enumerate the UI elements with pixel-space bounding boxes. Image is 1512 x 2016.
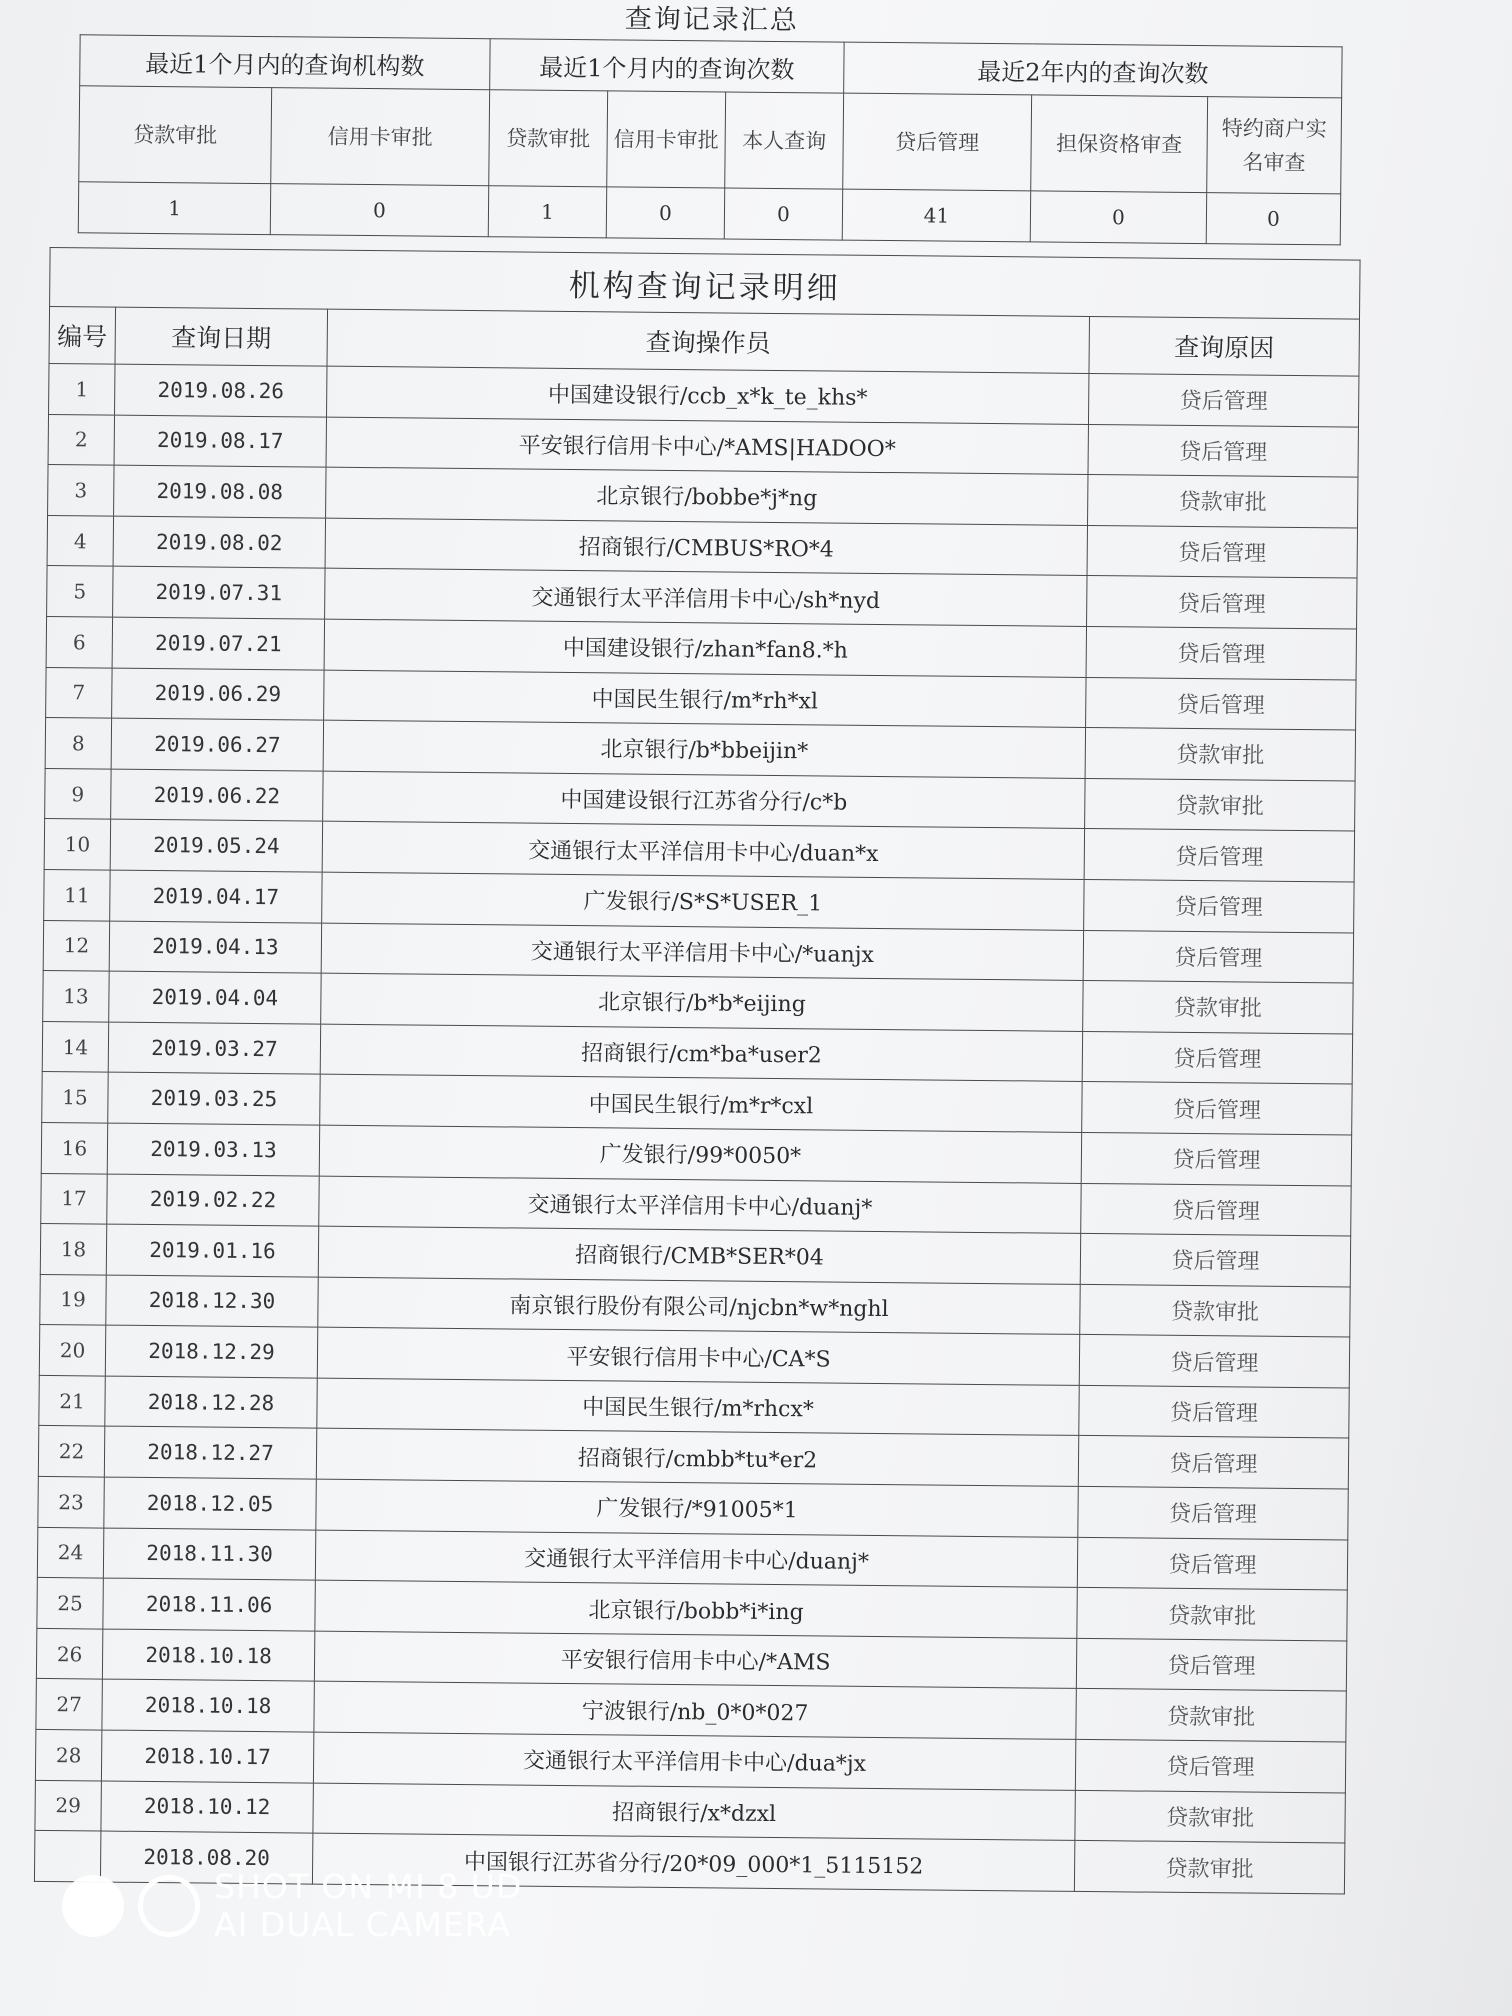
credit-report-page	[34, 0, 1362, 1894]
row-reason: 贷后管理	[1087, 525, 1357, 578]
row-number: 13	[43, 971, 109, 1022]
row-reason: 贷后管理	[1078, 1486, 1348, 1539]
row-reason: 贷后管理	[1075, 1739, 1345, 1792]
row-date: 2019.02.22	[107, 1174, 319, 1227]
row-operator: 中国建设银行/ccb_x*k_te_khs*	[327, 366, 1089, 424]
row-reason: 贷款审批	[1075, 1790, 1345, 1843]
summary-group-header: 最近2年内的查询次数	[844, 42, 1342, 98]
row-reason: 贷后管理	[1084, 879, 1354, 932]
row-reason: 贷后管理	[1082, 1082, 1352, 1135]
row-operator: 中国建设银行/zhan*fan8.*h	[324, 619, 1086, 677]
row-date: 2019.04.17	[110, 870, 322, 923]
row-reason: 贷后管理	[1082, 1031, 1352, 1084]
summary-column-header: 特约商户实名审查	[1207, 97, 1342, 194]
row-operator: 北京银行/bobb*i*ing	[315, 1580, 1077, 1638]
row-date: 2019.08.02	[113, 516, 325, 569]
summary-value: 1	[488, 186, 606, 238]
row-operator: 招商银行/cmbb*tu*er2	[316, 1429, 1078, 1487]
row-operator: 广发银行/*91005*1	[316, 1479, 1078, 1537]
row-operator: 交通银行太平洋信用卡中心/sh*nyd	[325, 569, 1087, 627]
row-reason: 贷后管理	[1087, 576, 1357, 629]
watermark-line-2: AI DUAL CAMERA	[214, 1905, 511, 1944]
row-operator: 中国民生银行/m*rh*xl	[324, 670, 1086, 728]
row-reason: 贷后管理	[1078, 1436, 1348, 1489]
row-operator: 招商银行/CMBUS*RO*4	[325, 518, 1087, 576]
summary-value: 0	[270, 184, 488, 237]
row-number: 16	[41, 1122, 107, 1173]
row-operator: 平安银行信用卡中心/CA*S	[317, 1327, 1079, 1385]
inquiry-summary-table	[78, 34, 1343, 245]
row-number: 25	[37, 1578, 103, 1629]
row-date: 2018.11.30	[103, 1528, 315, 1581]
row-number: 12	[43, 920, 109, 971]
row-date: 2019.03.13	[107, 1123, 319, 1176]
row-number: 6	[46, 616, 112, 667]
row-date: 2019.04.04	[109, 971, 321, 1024]
row-reason: 贷款审批	[1085, 728, 1355, 781]
row-operator: 招商银行/x*dzxl	[313, 1783, 1075, 1841]
row-reason: 贷款审批	[1088, 475, 1358, 528]
row-operator: 北京银行/b*b*eijing	[321, 973, 1083, 1031]
row-date: 2019.01.16	[106, 1224, 318, 1277]
row-date: 2019.06.22	[111, 769, 323, 822]
row-reason: 贷后管理	[1081, 1132, 1351, 1185]
row-date: 2018.11.06	[103, 1578, 315, 1631]
summary-value: 0	[1030, 191, 1206, 244]
row-date: 2019.08.17	[114, 415, 326, 468]
row-date: 2019.04.13	[109, 921, 321, 974]
row-number: 15	[42, 1072, 108, 1123]
row-date: 2019.08.08	[114, 465, 326, 518]
row-reason: 贷款审批	[1085, 778, 1355, 831]
row-number: 21	[39, 1375, 105, 1426]
summary-column-header: 信用卡审批	[271, 88, 490, 186]
row-reason: 贷后管理	[1086, 626, 1356, 679]
row-date: 2019.07.31	[113, 566, 325, 619]
watermark-ring-icon	[138, 1875, 200, 1937]
row-number: 2	[48, 414, 114, 465]
row-number: 19	[40, 1274, 106, 1325]
inquiry-detail-table	[34, 247, 1361, 1894]
row-reason: 贷后管理	[1081, 1183, 1351, 1236]
row-number: 8	[45, 718, 111, 769]
watermark-dot-icon	[62, 1875, 124, 1937]
row-operator: 广发银行/S*S*USER_1	[322, 872, 1084, 930]
row-date: 2019.03.25	[108, 1072, 320, 1125]
row-reason: 贷后管理	[1088, 373, 1358, 426]
row-reason: 贷后管理	[1083, 930, 1353, 983]
watermark-line-1: SHOT ON MI 8 UD	[214, 1867, 523, 1906]
row-date: 2018.10.18	[102, 1679, 314, 1732]
row-number: 5	[47, 566, 113, 617]
row-operator: 交通银行太平洋信用卡中心/*uanjx	[321, 923, 1083, 981]
row-reason: 贷款审批	[1083, 981, 1353, 1034]
summary-column-header: 贷后管理	[843, 93, 1032, 191]
summary-column-header: 贷款审批	[489, 90, 608, 187]
row-operator: 中国银行江苏省分行/20*09_000*1_5115152	[312, 1833, 1074, 1891]
column-header-date: 查询日期	[115, 307, 328, 366]
row-date: 2018.10.18	[102, 1629, 314, 1682]
row-reason: 贷款审批	[1080, 1284, 1350, 1337]
row-reason: 贷款审批	[1076, 1689, 1346, 1742]
row-date: 2019.06.29	[112, 668, 324, 721]
summary-value: 0	[1206, 193, 1340, 245]
row-operator: 北京银行/b*bbeijin*	[323, 720, 1085, 778]
row-date: 2018.12.28	[105, 1376, 317, 1429]
column-header-operator: 查询操作员	[327, 309, 1090, 373]
summary-title: 查询记录汇总	[624, 3, 799, 37]
row-operator: 中国建设银行江苏省分行/c*b	[323, 771, 1085, 829]
row-operator: 中国民生银行/m*r*cxl	[320, 1074, 1082, 1132]
row-number: 14	[42, 1021, 108, 1072]
row-number: 11	[44, 869, 110, 920]
row-number: 3	[48, 465, 114, 516]
row-operator: 平安银行信用卡中心/*AMS|HADOO*	[326, 417, 1088, 475]
row-operator: 宁波银行/nb_0*0*027	[314, 1682, 1076, 1740]
row-date: 2018.08.20	[100, 1831, 312, 1884]
summary-value: 0	[724, 188, 842, 240]
row-reason: 贷款审批	[1074, 1841, 1344, 1894]
row-reason: 贷后管理	[1077, 1537, 1347, 1590]
summary-value: 1	[78, 182, 270, 235]
row-date: 2018.12.30	[106, 1275, 318, 1328]
row-date: 2018.12.05	[104, 1477, 316, 1530]
row-date: 2018.10.17	[101, 1730, 313, 1783]
row-date: 2019.06.27	[111, 718, 323, 771]
row-operator: 中国民生银行/m*rhcx*	[317, 1378, 1079, 1436]
row-number: 18	[40, 1224, 106, 1275]
row-operator: 交通银行太平洋信用卡中心/duanj*	[319, 1176, 1081, 1234]
row-operator: 招商银行/CMB*SER*04	[318, 1226, 1080, 1284]
row-reason: 贷款审批	[1077, 1588, 1347, 1641]
column-header-reason: 查询原因	[1089, 316, 1360, 376]
row-number: 9	[45, 768, 111, 819]
row-date: 2019.07.21	[112, 617, 324, 670]
summary-group-header: 最近1个月内的查询次数	[490, 39, 844, 93]
summary-group-header: 最近1个月内的查询机构数	[80, 35, 490, 90]
row-number: 29	[35, 1780, 101, 1831]
row-date: 2019.03.27	[108, 1022, 320, 1075]
row-date: 2018.10.12	[101, 1781, 313, 1834]
watermark-text	[214, 1868, 522, 1944]
row-date: 2019.08.26	[115, 364, 327, 417]
detail-title: 机构查询记录明细	[50, 247, 1361, 319]
row-operator: 平安银行信用卡中心/*AMS	[314, 1631, 1076, 1689]
row-operator: 交通银行太平洋信用卡中心/duanj*	[315, 1530, 1077, 1588]
row-number: 10	[44, 819, 110, 870]
summary-column-header: 信用卡审批	[607, 91, 726, 188]
row-number: 7	[46, 667, 112, 718]
row-number: 26	[36, 1628, 102, 1679]
row-number: 24	[37, 1527, 103, 1578]
row-reason: 贷后管理	[1079, 1385, 1349, 1438]
row-number: 4	[47, 515, 113, 566]
row-operator: 广发银行/99*0050*	[319, 1125, 1081, 1183]
row-number: 28	[35, 1729, 101, 1780]
row-reason: 贷后管理	[1084, 829, 1354, 882]
row-operator: 交通银行太平洋信用卡中心/duan*x	[322, 821, 1084, 879]
row-number: 27	[36, 1679, 102, 1730]
row-reason: 贷后管理	[1076, 1638, 1346, 1691]
summary-column-header: 贷款审批	[79, 86, 272, 184]
row-reason: 贷后管理	[1088, 424, 1358, 477]
column-header-no: 编号	[49, 306, 116, 364]
row-reason: 贷后管理	[1086, 677, 1356, 730]
row-number: 1	[49, 363, 115, 414]
row-operator: 北京银行/bobbe*j*ng	[326, 467, 1088, 525]
row-number: 23	[38, 1476, 104, 1527]
row-operator: 南京银行股份有限公司/njcbn*w*nghl	[318, 1277, 1080, 1335]
summary-value: 41	[842, 189, 1030, 242]
row-operator: 招商银行/cm*ba*user2	[320, 1024, 1082, 1082]
row-number: 17	[41, 1173, 107, 1224]
summary-value: 0	[606, 187, 724, 239]
row-reason: 贷后管理	[1080, 1234, 1350, 1287]
row-reason: 贷后管理	[1079, 1335, 1349, 1388]
summary-column-header: 本人查询	[725, 92, 844, 189]
row-operator: 交通银行太平洋信用卡中心/dua*jx	[313, 1732, 1075, 1790]
summary-column-header: 担保资格审查	[1031, 95, 1208, 193]
row-number: 20	[39, 1325, 105, 1376]
row-date: 2018.12.29	[105, 1325, 317, 1378]
row-number: 22	[38, 1426, 104, 1477]
camera-watermark	[62, 1868, 522, 1944]
row-date: 2019.05.24	[110, 819, 322, 872]
row-date: 2018.12.27	[104, 1427, 316, 1480]
